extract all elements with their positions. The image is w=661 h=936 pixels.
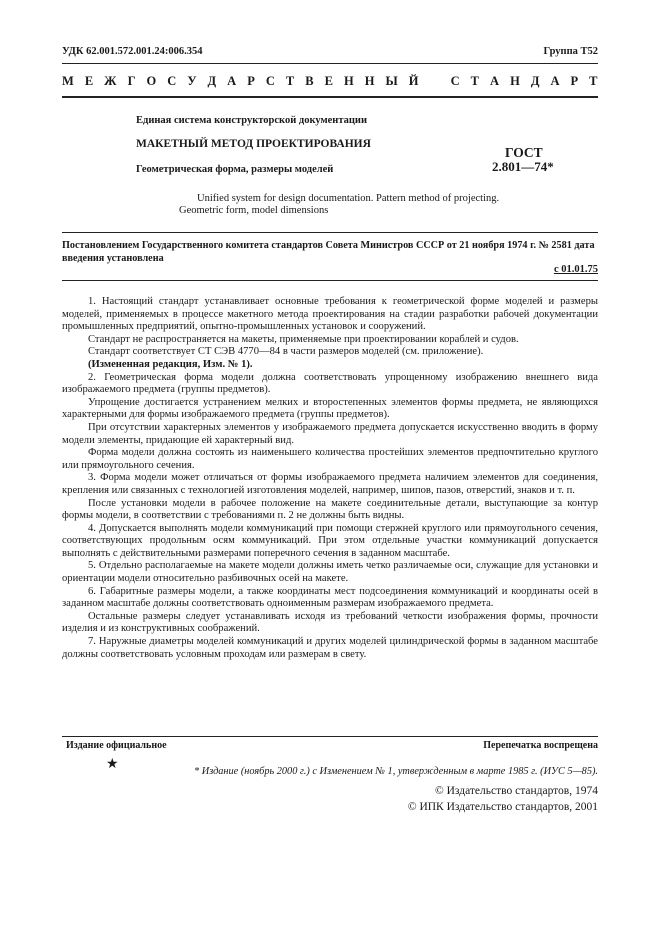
copyright-2001: © ИПК Издательство стандартов, 2001	[407, 801, 598, 813]
standard-type-heading	[62, 74, 598, 89]
paragraph-12: 5. Отдельно располагаемые на макете модели должны иметь четко различаемые оси, служащие для установки и ориентации модели относительно разбивочных осей на макете.	[62, 560, 598, 585]
english-title-line1: Unified system for design documentation. Pattern method of projecting.	[197, 193, 500, 204]
paragraph-13: 6. Габаритные размеры модели, а также координаты мест подсоединения коммуникаций и координаты осей в заданном масштабе должны соответствовать одноименным размерам изображаемого предмета.	[62, 585, 598, 610]
header-top-rule	[62, 63, 598, 64]
system-name: Единая система конструкторской документации	[136, 115, 367, 126]
paragraph-6: Упрощение достигается устранением мелких и второстепенных элементов формы предмета, не являющихся характерными для формы изображаемого предмета (группы предметов).	[62, 396, 598, 421]
paragraph-8: Форма модели должна состоять из наименьшего количества простейших элементов предпочтительно круглого или прямоугольного сечения.	[62, 447, 598, 471]
gost-label: ГОСТ	[505, 145, 543, 160]
paragraph-1: 1. Настоящий стандарт устанавливает основные требования к геометрической форме моделей и размеры моделей, применяемых в процессе макетного метода проектирования на стадии разработки рабочей документации промышленных предприятий, опытно-промышленных установок и сооружений.	[62, 296, 598, 333]
paragraph-15: 7. Наружные диаметры моделей коммуникаций и других моделей цилиндрической формы в заданном масштабе должны соответствовать условным проходам или размерам в свету.	[62, 636, 598, 660]
decree-text: Постановлением Государственного комитета стандартов Совета Министров СССР от 21 ноября 1974 г. № 2581 дата введения установлена	[62, 240, 595, 264]
document-title: МАКЕТНЫЙ МЕТОД ПРОЕКТИРОВАНИЯ	[136, 138, 371, 150]
edition-note: * Издание (ноябрь 2000 г.) с Изменением № 1, утвержденным в марте 1985 г. (ИУС 5—85).	[194, 766, 598, 777]
paragraph-3: Стандарт соответствует СТ СЭВ 4770—84 в части размеров моделей (см. приложение).	[88, 346, 484, 358]
paragraph-9: 3. Форма модели может отличаться от формы изображаемого предмета наличием элементов для соединения, крепления или связанных с технологией изготовления моделей, например, шипов, пазов, отверстий, знаков и т. п.	[62, 472, 598, 496]
group-code: Группа Т52	[543, 46, 598, 57]
footer-rule	[62, 736, 598, 737]
header-bottom-rule	[62, 96, 598, 98]
paragraph-14: Остальные размеры следует устанавливать исходя из требований четкости изображения формы, прочности изделия и из конструктивных соображений.	[62, 610, 598, 635]
effective-date: с 01.01.75	[553, 264, 598, 275]
title-block-rule	[62, 232, 598, 233]
reprint-prohibited: Перепечатка воспрещена	[483, 740, 598, 751]
star-mark: ★	[106, 757, 119, 772]
gost-number: 2.801—74*	[492, 159, 554, 174]
copyright-1974: © Издательство стандартов, 1974	[434, 785, 598, 797]
paragraph-11: 4. Допускается выполнять модели коммуникаций при помощи стержней круглого или прямоугольного сечения, соответствующих продольным осям коммуникаций. При этом отдельные участки коммуникаций допускается выполнять с действительными размерами поперечного сечения в заданном масштабе.	[62, 522, 598, 559]
paragraph-7: При отсутствии характерных элементов у изображаемого предмета допускается искусственно вводить в форму модели элементы, придающие ей характерный вид.	[62, 421, 598, 446]
document-subtitle: Геометрическая форма, размеры моделей	[136, 164, 334, 175]
paragraph-5: 2. Геометрическая форма модели должна соответствовать упрощенному изображению внешнего вида изображаемого предмета (группы предметов).	[62, 371, 598, 396]
amendment-note: (Измененная редакция, Изм. № 1).	[88, 358, 253, 370]
standard-type-text: М Е Ж Г О С У Д А Р С Т В Е Н Н Ы Й С Т А Н Д А Р Т	[62, 74, 598, 88]
standard-body	[62, 296, 598, 661]
paragraph-2: Стандарт не распространяется на макеты, применяемые при проектировании кораблей и судов.	[88, 333, 519, 345]
udk-code: УДК 62.001.572.001.24:006.354	[62, 46, 203, 57]
official-edition: Издание официальное	[66, 740, 167, 751]
paragraph-10: После установки модели в рабочее положение на макете соединительные детали, выступающие за контур формы модели, в соответствии с требованиями п. 2 не должны быть видны.	[62, 497, 598, 522]
decree-rule	[62, 280, 598, 281]
english-title-line2: Geometric form, model dimensions	[179, 205, 329, 216]
